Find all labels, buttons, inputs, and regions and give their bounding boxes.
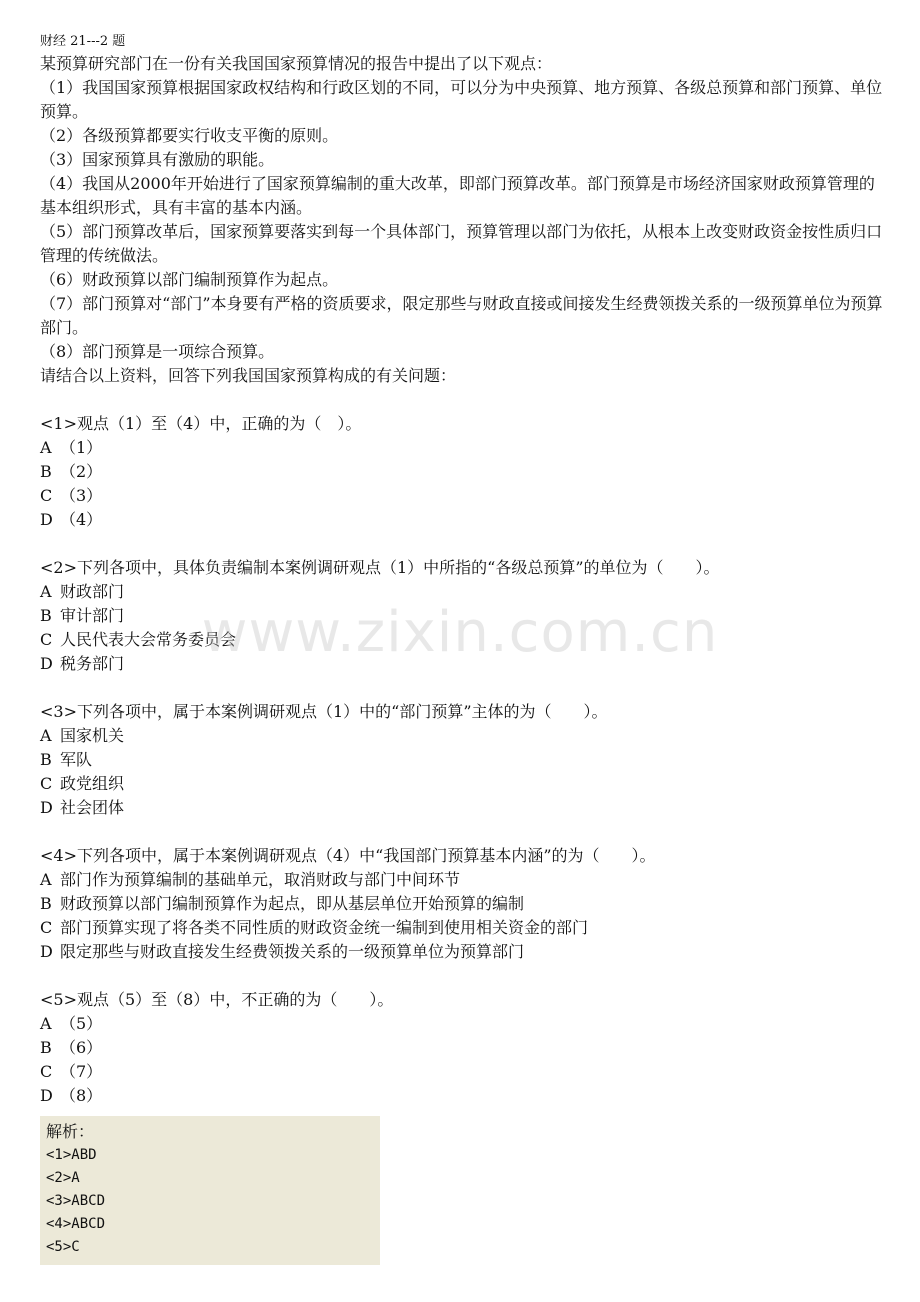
answer-option [40, 460, 890, 484]
option-key: B [40, 1038, 52, 1057]
option-text: （8） [60, 1086, 103, 1105]
option-key: D [40, 1086, 53, 1105]
answer-option [40, 772, 890, 796]
question-stem: <4>下列各项中，属于本案例调研观点（4）中“我国部门预算基本内涵”的为（ ）。 [40, 846, 656, 865]
document-header: 财经 21---2 题 [40, 34, 126, 49]
option-key: A [40, 726, 52, 745]
answer-title: 解析： [46, 1122, 95, 1141]
point-item: （2）各级预算都要实行收支平衡的原则。 [40, 126, 339, 145]
answer-option [40, 484, 890, 508]
answer-option [40, 748, 890, 772]
answer-option [40, 436, 890, 460]
option-key: C [40, 774, 53, 793]
answer-option [40, 724, 890, 748]
option-key: B [40, 462, 52, 481]
question-block [40, 844, 890, 964]
option-key: A [40, 870, 52, 889]
answer-line: <3>ABCD [46, 1193, 106, 1209]
option-text: （4） [60, 510, 103, 529]
question-prompt: 请结合以上资料，回答下列我国国家预算构成的有关问题： [40, 366, 457, 385]
answer-explanation-box [40, 1116, 380, 1265]
answer-option [40, 916, 890, 940]
option-key: D [40, 510, 53, 529]
option-text: （3） [60, 486, 103, 505]
option-key: A [40, 582, 52, 601]
answer-option [40, 1060, 890, 1084]
question-block [40, 988, 890, 1108]
option-text: 社会团体 [60, 798, 125, 817]
answer-line: <1>ABD [46, 1147, 97, 1163]
point-item: （4）我国从2000年开始进行了国家预算编制的重大改革，即部门预算改革。部门预算是市场经济国家财政预算管理的基本组织形式，具有丰富的基本内涵。 [40, 174, 875, 217]
point-item: （3）国家预算具有激励的职能。 [40, 150, 275, 169]
answer-option [40, 1036, 890, 1060]
option-text: 限定那些与财政直接发生经费领拨关系的一级预算单位为预算部门 [60, 942, 525, 961]
option-text: （1） [60, 438, 103, 457]
answer-option [40, 652, 890, 676]
option-text: 财政部门 [60, 582, 125, 601]
answer-line: <5>C [46, 1239, 80, 1255]
option-key: A [40, 438, 52, 457]
option-text: 税务部门 [60, 654, 125, 673]
option-text: 财政预算以部门编制预算作为起点，即从基层单位开始预算的编制 [60, 894, 525, 913]
intro-text: 某预算研究部门在一份有关我国国家预算情况的报告中提出了以下观点： [40, 54, 553, 73]
answer-line: <4>ABCD [46, 1216, 106, 1232]
question-stem: <1>观点（1）至（4）中，正确的为（ ）。 [40, 414, 362, 433]
answer-option [40, 508, 890, 532]
option-text: 部门作为预算编制的基础单元，取消财政与部门中间环节 [60, 870, 461, 889]
option-text: 军队 [60, 750, 93, 769]
question-stem: <2>下列各项中，具体负责编制本案例调研观点（1）中所指的“各级总预算”的单位为（ ）。 [40, 558, 720, 577]
answer-option [40, 1084, 890, 1108]
option-key: B [40, 750, 52, 769]
option-key: C [40, 1062, 53, 1081]
option-text: （5） [60, 1014, 103, 1033]
answer-option [40, 628, 890, 652]
question-block [40, 700, 890, 820]
point-item: （8）部门预算是一项综合预算。 [40, 342, 275, 361]
option-key: A [40, 1014, 52, 1033]
answer-option [40, 940, 890, 964]
question-stem: <3>下列各项中，属于本案例调研观点（1）中的“部门预算”主体的为（ ）。 [40, 702, 608, 721]
option-key: D [40, 942, 53, 961]
point-item: （5）部门预算改革后，国家预算要落实到每一个具体部门，预算管理以部门为依托，从根本上改变财政资金按性质归口管理的传统做法。 [40, 222, 883, 265]
point-item: （1）我国国家预算根据国家政权结构和行政区划的不同，可以分为中央预算、地方预算、各级总预算和部门预算、单位预算。 [40, 78, 883, 121]
answer-option [40, 892, 890, 916]
question-block [40, 556, 890, 676]
option-text: 人民代表大会常务委员会 [60, 630, 237, 649]
document-body [40, 32, 890, 1265]
option-text: （2） [60, 462, 103, 481]
point-item: （7）部门预算对“部门”本身要有严格的资质要求，限定那些与财政直接或间接发生经费领拨关系的一级预算单位为预算部门。 [40, 294, 883, 337]
option-key: B [40, 606, 52, 625]
option-text: 国家机关 [60, 726, 125, 745]
answer-option [40, 1012, 890, 1036]
watermark: www.zixin.com.cn [201, 600, 719, 665]
option-key: C [40, 630, 53, 649]
option-key: C [40, 918, 53, 937]
option-key: B [40, 894, 52, 913]
answer-option [40, 796, 890, 820]
answer-line: <2>A [46, 1170, 80, 1186]
point-item: （6）财政预算以部门编制预算作为起点。 [40, 270, 339, 289]
option-text: 部门预算实现了将各类不同性质的财政资金统一编制到使用相关资金的部门 [60, 918, 589, 937]
option-text: 审计部门 [60, 606, 125, 625]
option-key: D [40, 654, 53, 673]
question-stem: <5>观点（5）至（8）中，不正确的为（ ）。 [40, 990, 394, 1009]
option-text: （6） [60, 1038, 103, 1057]
question-block [40, 412, 890, 532]
points-list [40, 76, 890, 364]
option-text: （7） [60, 1062, 103, 1081]
option-key: D [40, 798, 53, 817]
answer-option [40, 604, 890, 628]
answer-option [40, 580, 890, 604]
answer-option [40, 868, 890, 892]
option-key: C [40, 486, 53, 505]
option-text: 政党组织 [60, 774, 125, 793]
